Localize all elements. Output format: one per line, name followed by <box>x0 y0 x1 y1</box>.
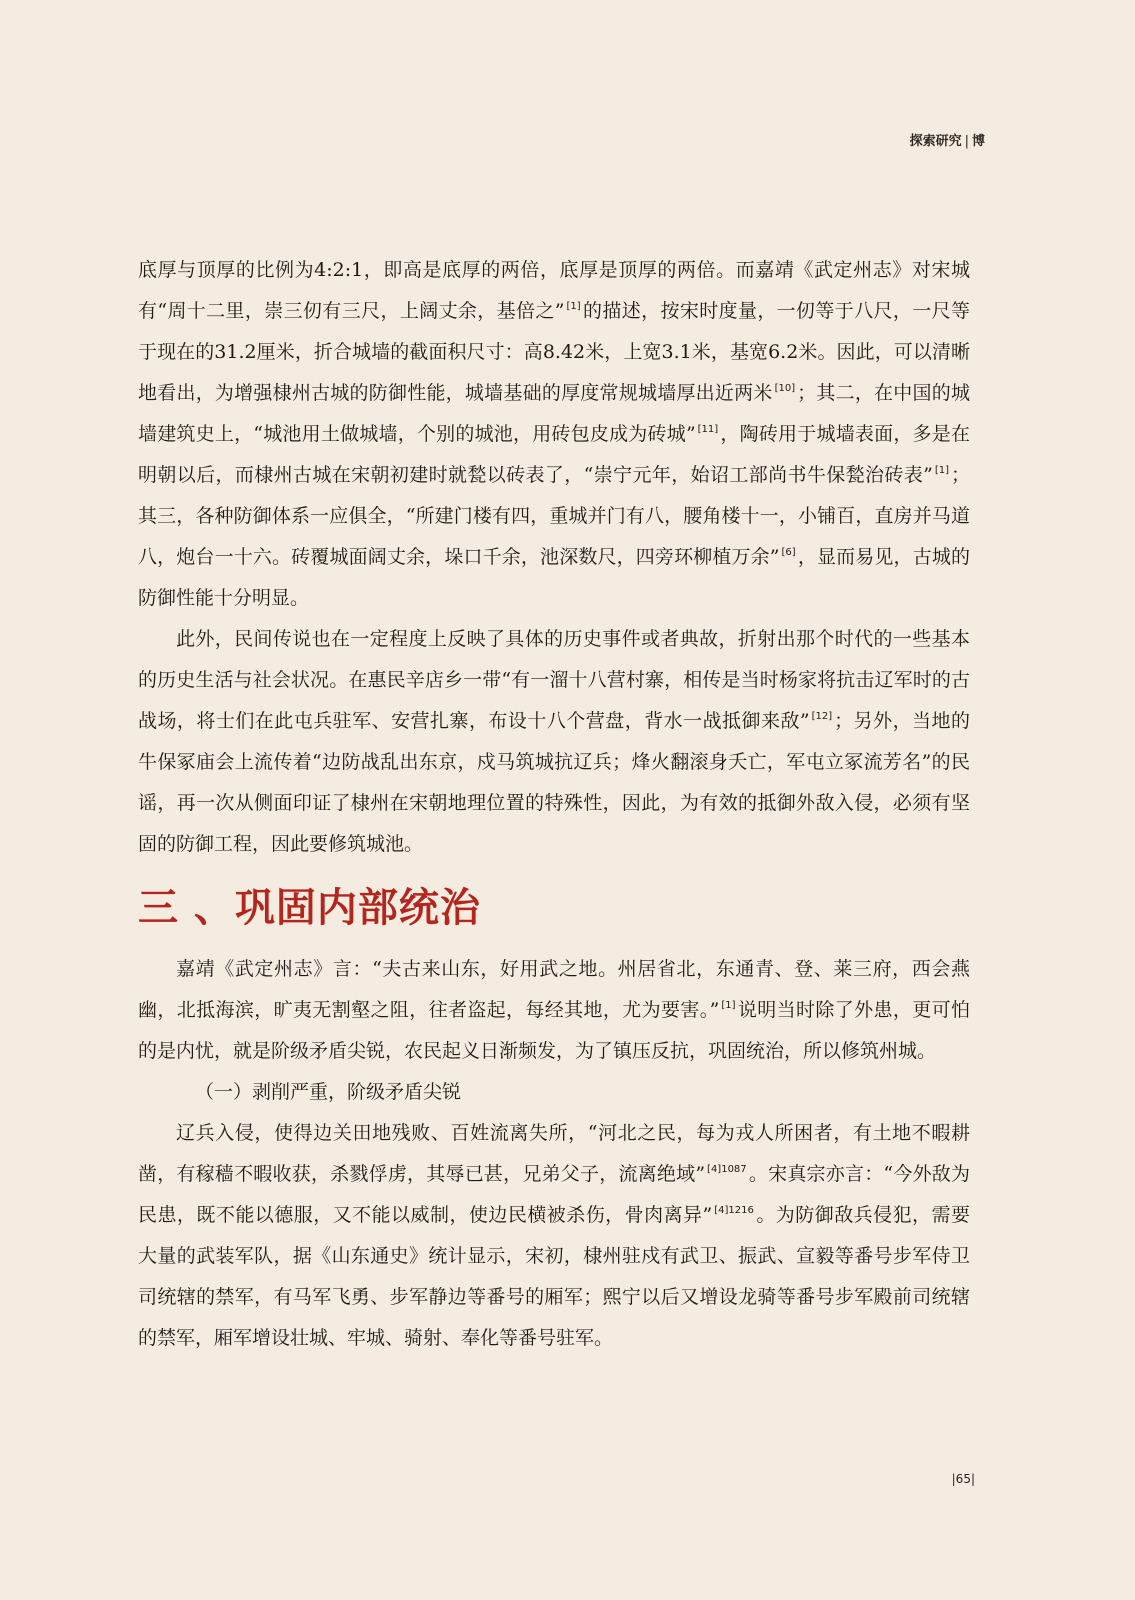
paragraph-4 <box>138 1113 970 1359</box>
citation: [6] <box>781 547 796 558</box>
citation: [1] <box>721 1000 736 1011</box>
citation: [1] <box>566 301 581 312</box>
text-segment: ；另外，当地的牛保冢庙会上流传着“边防战乱出东京，戍马筑城抗辽兵；烽火翻滚身夭亡，军屯立冢流芳名”的民谣，再一次从侧面印证了棣州在宋朝地理位置的特殊性，因此，为有效的抵御外敌入侵，必须有坚固的防御工程，因此要修筑城池。 <box>138 710 970 855</box>
page-number: |65| <box>951 1472 975 1486</box>
text-segment: ；其三，各种防御体系一应俱全，“所建门楼有四，重城并门有八，腰角楼十一，小铺百，直房并马道八，炮台一十六。砖覆城面阔丈余，垛口千余，池深数尺，四旁环柳植万余” <box>138 464 970 568</box>
text-segment: 说明当时除了外患，更可怕的是内忧，就是阶级矛盾尖锐，农民起义日渐频发，为了镇压反抗，巩固统治，所以修筑州城。 <box>138 999 970 1062</box>
text-segment: 此外，民间传说也在一定程度上反映了具体的历史事件或者典故，折射出那个时代的一些基本的历史生活与社会状况。在惠民辛店乡一带“有一溜十八营村寨，相传是当时杨家将抗击辽军时的古战场，将士们在此屯兵驻军、安营扎寨，布设十八个营盘，背水一战抵御来敌” <box>138 628 970 732</box>
subheading: （一）剥削严重，阶级矛盾尖锐 <box>195 1081 462 1103</box>
citation: [4]1087 <box>707 1164 747 1175</box>
header-section: 探索研究 <box>909 134 962 149</box>
text-segment: 。为防御敌兵侵犯，需要大量的武装军队，据《山东通史》统计显示，宋初，棣州驻戍有武卫、振武、宣毅等番号步军侍卫司统辖的禁军，有马军飞勇、步军静边等番号的厢军；熙宁以后又增设龙骑等番号步军殿前司统辖的禁军，厢军增设壮城、牢城、骑射、奉化等番号驻军。 <box>138 1204 970 1349</box>
citation: [1] <box>934 465 949 476</box>
citation: [10] <box>774 383 796 394</box>
section-heading: 三 、巩固内部统治 <box>138 885 481 931</box>
paragraph-1 <box>138 250 970 619</box>
running-header <box>910 130 985 149</box>
article-body <box>138 250 970 1359</box>
paragraph-3 <box>138 949 970 1072</box>
citation: [4]1216 <box>714 1205 754 1216</box>
citation: [12] <box>811 711 833 722</box>
text-segment: 底厚与顶厚的比例为4:2:1，即高是底厚的两倍，底厚是顶厚的两倍。而嘉靖《武定州志》对宋城有“周十二里，崇三仞有三尺，上阔丈余，基倍之” <box>138 259 970 322</box>
paragraph-2 <box>138 619 970 865</box>
header-column: 博 <box>971 134 985 149</box>
text-segment: ，显而易见，古城的防御性能十分明显。 <box>138 546 970 609</box>
text-segment: 的描述，按宋时度量，一仞等于八尺，一尺等于现在的31.2厘米，折合城墙的截面积尺寸：高8.42米，上宽3.1米，基宽6.2米。因此，可以清晰地看出，为增强棣州古城的防御性能，城墙基础的厚度常规城墙厚出近两米 <box>138 300 970 404</box>
text-segment: ；其二，在中国的城墙建筑史上，“城池用土做城墙，个别的城池，用砖包皮成为砖城” <box>138 382 970 445</box>
text-segment: ，陶砖用于城墙表面，多是在明朝以后，而棣州古城在宋朝初建时就甃以砖表了，“崇宁元年，始诏工部尚书牛保甃治砖表” <box>138 423 970 486</box>
header-separator: | <box>964 134 969 149</box>
text-segment: 。宋真宗亦言：“今外敌为民患，既不能以德服，又不能以威制，使边民横被杀伤，骨肉离异” <box>138 1163 971 1226</box>
text-segment: 嘉靖《武定州志》言：“夫古来山东，好用武之地。州居省北，东通青、登、莱三府，西会燕幽，北抵海滨，旷夷无割壑之阻，往者盗起，每经其地，尤为要害。” <box>138 958 970 1021</box>
citation: [11] <box>697 424 719 435</box>
text-segment: 辽兵入侵，使得边关田地残败、百姓流离失所，“河北之民，每为戎人所困者，有土地不暇耕凿，有稼穑不暇收获，杀戮俘虏，其辱已甚，兄弟父子，流离绝域” <box>138 1122 970 1185</box>
